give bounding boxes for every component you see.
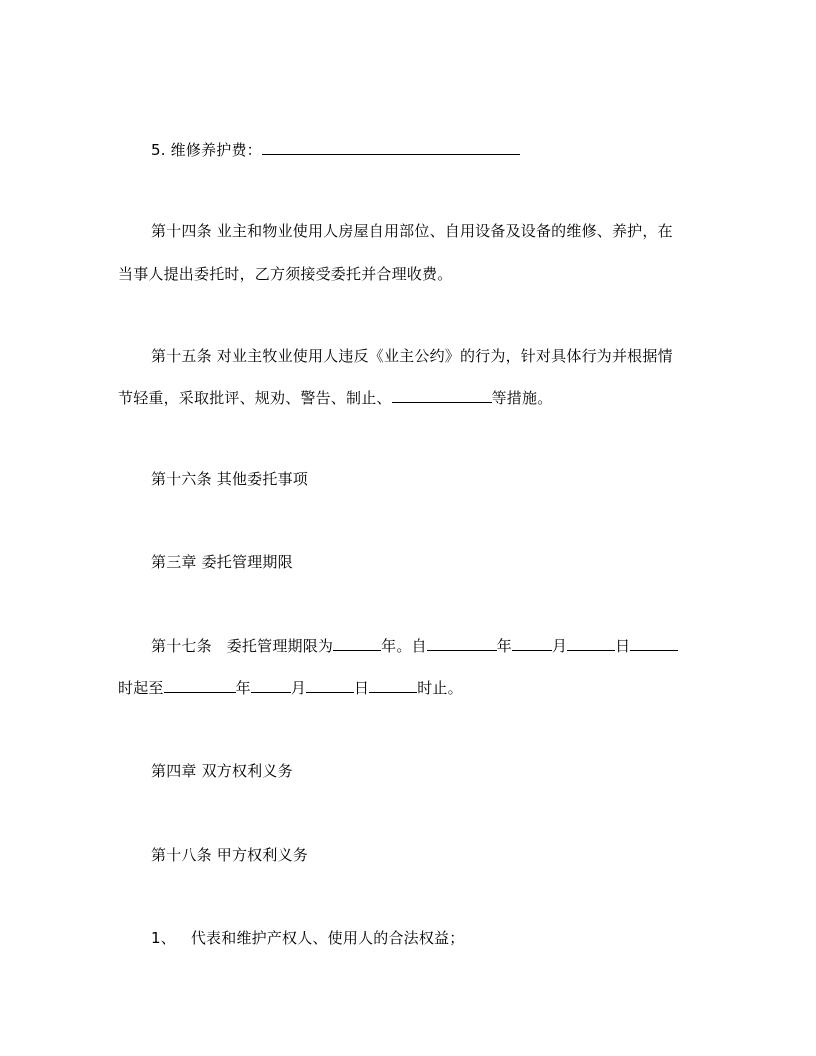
article-14-head: 第十四条 — [151, 222, 212, 240]
fill-blank — [369, 678, 417, 693]
article-16-text: 其他委托事项 — [216, 470, 308, 488]
fee-item-label: 5. 维修养护费： — [151, 141, 262, 159]
article-18-head: 第十八条 — [151, 846, 212, 864]
article-15-text-2-pre: 节轻重，采取批评、规劝、警告、制止、 — [118, 389, 392, 407]
article-15-head: 第十五条 — [151, 347, 212, 365]
article-15-text-1: 对业主牧业使用人违反《业主公约》的行为，针对具体行为并根据情 — [216, 347, 673, 365]
article-17-t1: 委托管理期限为 — [226, 637, 334, 655]
fill-blank — [164, 678, 236, 693]
fee-item-maintenance — [151, 140, 520, 160]
article-17-t4: 月 — [551, 637, 568, 655]
article-17-l2-t4: 日 — [354, 679, 370, 697]
article-17-t2: 年。自 — [381, 637, 427, 655]
article-18 — [151, 845, 308, 865]
article-17-head: 第十七条 — [151, 637, 212, 655]
article-15-line-1 — [151, 346, 673, 366]
chapter-3-head: 第三章 — [151, 553, 197, 571]
article-17-l2-t1: 时起至 — [118, 679, 164, 697]
article-17-t5: 日 — [615, 637, 631, 655]
fill-blank — [262, 140, 520, 155]
list-item-1-text: 代表和维护产权人、使用人的合法权益； — [190, 929, 465, 947]
chapter-3-text: 委托管理期限 — [201, 553, 293, 571]
chapter-3 — [151, 552, 293, 572]
article-15-line-2 — [118, 388, 552, 408]
fill-blank — [512, 636, 552, 651]
fill-blank — [427, 636, 497, 651]
article-17-l2-t5: 时止。 — [417, 679, 463, 697]
fill-blank — [630, 636, 678, 651]
article-17-l2-t3: 月 — [290, 679, 307, 697]
fill-blank — [251, 678, 291, 693]
fill-blank — [567, 636, 615, 651]
chapter-4 — [151, 761, 293, 781]
article-17-l2-t2: 年 — [235, 679, 251, 697]
article-14-line-2 — [118, 264, 452, 284]
article-17-line-1 — [151, 636, 678, 656]
chapter-4-text: 双方权利义务 — [201, 762, 293, 780]
fill-blank — [306, 678, 354, 693]
article-14-text-1: 业主和物业使用人房屋自用部位、自用设备及设备的维修、养护，在 — [216, 222, 673, 240]
article-16 — [151, 469, 308, 489]
article-14-text-2: 当事人提出委托时，乙方须接受委托并合理收费。 — [118, 265, 453, 283]
article-17-line-2 — [118, 678, 463, 698]
list-item-1-number: 1、 — [151, 929, 176, 947]
list-item-1 — [151, 928, 464, 948]
article-16-head: 第十六条 — [151, 470, 212, 488]
article-17-t3: 年 — [496, 637, 512, 655]
fill-blank — [392, 388, 492, 403]
article-14-line-1 — [151, 221, 673, 241]
article-18-text: 甲方权利义务 — [216, 846, 308, 864]
article-15-text-2-post: 等措施。 — [491, 389, 553, 407]
chapter-4-head: 第四章 — [151, 762, 197, 780]
fill-blank — [333, 636, 381, 651]
